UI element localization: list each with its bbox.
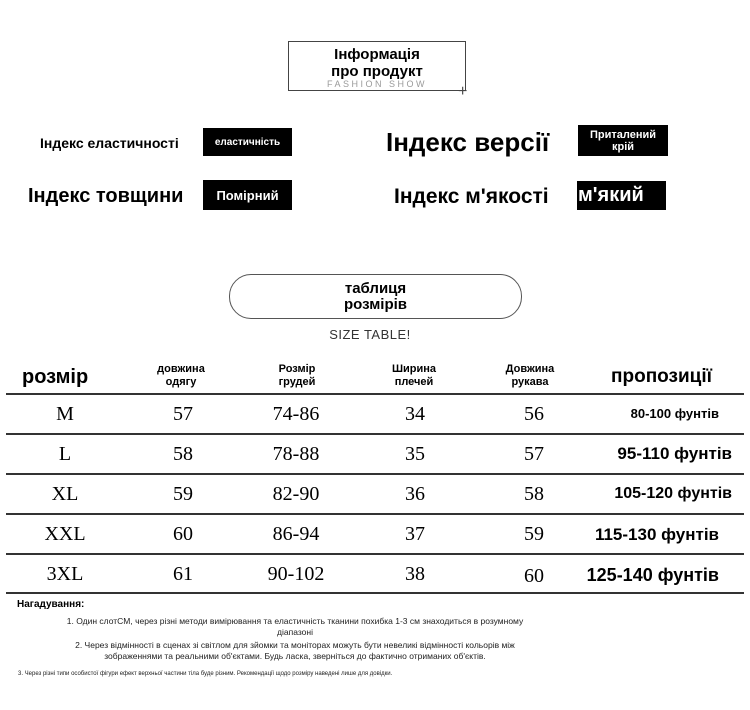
table-divider — [6, 393, 744, 395]
cell-chest: 86-94 — [272, 523, 320, 545]
table-divider — [6, 553, 744, 555]
header-length-line1: довжина — [157, 363, 205, 375]
cell-sleeve: 60 — [524, 565, 544, 587]
cell-suggest: 125-140 фунтів — [586, 565, 719, 585]
cell-length: 60 — [173, 523, 193, 545]
cell-sleeve: 56 — [524, 403, 544, 425]
cell-chest: 78-88 — [272, 443, 320, 465]
table-divider — [6, 433, 744, 435]
version-index-value: Приталений крій — [578, 125, 668, 156]
table-divider — [6, 592, 744, 594]
header-shoulder-line1: Ширина — [391, 363, 437, 375]
note-2-line1: 2. Через відмінності в сценах зі світлом для зйомки та моніторах можуть бути невеликі відмінності кольорів між — [75, 640, 515, 650]
cell-shoulder: 34 — [405, 403, 425, 425]
cell-size: XL — [51, 483, 79, 505]
cell-suggest: 80-100 фунтів — [630, 406, 719, 421]
header-chest — [252, 363, 342, 389]
header-size: розмір — [22, 366, 89, 388]
version-index-label: Індекс версії — [386, 127, 550, 157]
cell-chest: 90-102 — [267, 563, 325, 585]
cell-shoulder: 37 — [405, 523, 425, 545]
thickness-index-label: Індекс товщини — [28, 185, 184, 207]
product-info-title-line2: про продукт — [331, 63, 423, 80]
cell-shoulder: 36 — [405, 483, 425, 505]
cell-sleeve: 58 — [524, 483, 544, 505]
size-table-subtitle: SIZE TABLE! — [329, 327, 411, 342]
note-1-line1: 1. Один слотCM, через різні методи вимірювання та еластичність тканини похибка 1-3 см знаходиться в розумному — [66, 616, 524, 626]
elasticity-index-value: еластичність — [203, 128, 292, 156]
product-info-title-line1: Інформація — [334, 46, 420, 63]
header-shoulder-line2: плечей — [394, 376, 434, 388]
cell-size: M — [56, 403, 74, 425]
thickness-index-value: Помірний — [203, 180, 292, 210]
header-sleeve-line2: рукава — [511, 376, 549, 388]
cell-length: 59 — [173, 483, 193, 505]
header-chest-line2: грудей — [278, 376, 316, 388]
cell-chest: 74-86 — [272, 403, 320, 425]
cell-chest: 82-90 — [272, 483, 320, 505]
fashion-show-subtitle: FASHION SHOW — [326, 79, 427, 89]
size-table-title-line2: розмірів — [343, 296, 408, 313]
note-1-line2: діапазоні — [277, 627, 313, 637]
elasticity-index-label: Індекс еластичності — [40, 135, 179, 151]
header-shoulder — [369, 363, 459, 389]
size-table-title — [229, 281, 522, 313]
header-sleeve — [485, 363, 575, 389]
cell-suggest: 105-120 фунтів — [614, 485, 732, 502]
cell-size: XXL — [44, 523, 86, 545]
header-sleeve-line1: Довжина — [505, 363, 555, 375]
softness-index-label: Індекс м'якості — [394, 185, 549, 208]
table-divider — [6, 473, 744, 475]
cell-sleeve: 59 — [524, 523, 544, 545]
cell-length: 58 — [173, 443, 193, 465]
note-2 — [10, 640, 580, 662]
note-2-line2: зображеннями та реальними об'єктами. Будь ласка, зверніться до фактично отриманих об'єктів. — [104, 651, 486, 661]
plus-icon: + — [458, 83, 468, 100]
size-table-title-line1: таблиця — [344, 280, 407, 297]
table-divider — [6, 513, 744, 515]
note-3: 3. Через різні типи особистої фігури ефект верхньої частини тіла буде різним. Рекомендації щодо розміру наведені лише для довідки. — [18, 671, 393, 677]
cell-length: 57 — [173, 403, 193, 425]
header-length-line2: одягу — [165, 376, 197, 388]
softness-index-value: м'який — [577, 181, 666, 210]
cell-shoulder: 35 — [405, 443, 425, 465]
cell-shoulder: 38 — [405, 563, 425, 585]
cell-suggest: 95-110 фунтів — [617, 444, 732, 463]
cell-suggest: 115-130 фунтів — [594, 525, 719, 544]
product-info-title — [290, 46, 464, 80]
header-suggest: пропозиції — [611, 366, 712, 387]
note-1 — [10, 616, 580, 638]
cell-sleeve: 57 — [524, 443, 544, 465]
cell-length: 61 — [173, 563, 193, 585]
cell-size: L — [58, 443, 72, 465]
header-length — [136, 363, 226, 389]
header-chest-line1: Розмір — [278, 363, 316, 375]
notes-heading: Нагадування: — [17, 599, 85, 610]
cell-size: 3XL — [46, 563, 84, 585]
